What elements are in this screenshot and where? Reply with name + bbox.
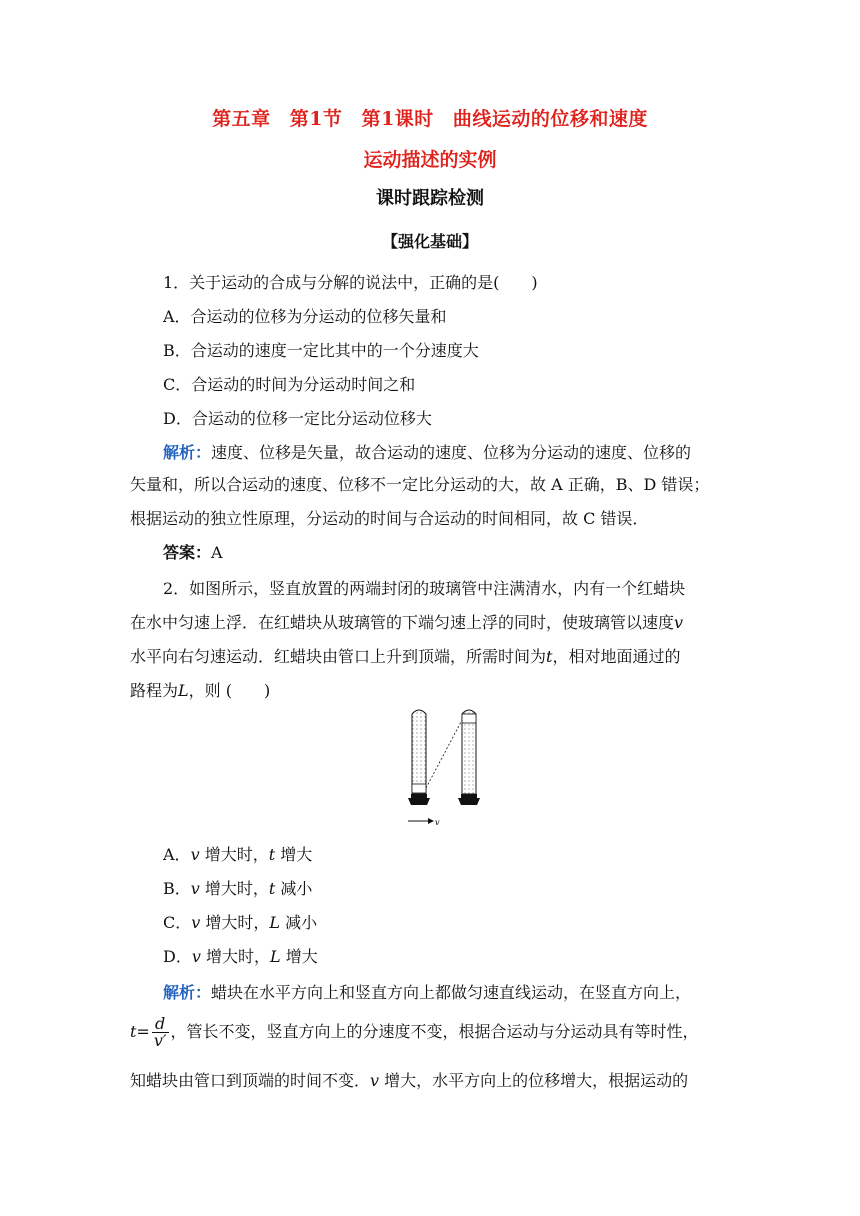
velocity-label: v — [435, 818, 440, 827]
q1-option-c: C．合运动的时间为分运动时间之和 — [163, 375, 416, 394]
q1-option-a: A．合运动的位移为分运动的位移矢量和 — [163, 307, 447, 326]
q2-analysis-line-2: t= $\frac{d}{v'}$ ，管长不变，竖直方向上的分速度不变，根据合运动与分运动具有等时性， — [130, 1014, 699, 1050]
glass-tube-figure — [400, 704, 490, 829]
q2-option-d: D．v 增大时，L 增大 — [163, 947, 318, 966]
q1-analysis-line-3: 根据运动的独立性原理，分运动的时间与合运动的时间相同，故 C 错误． — [130, 509, 649, 528]
subtitle: 运动描述的实例 — [363, 149, 497, 171]
right-tube — [458, 710, 480, 805]
formula-lhs: t= — [130, 1022, 150, 1041]
q2-analysis-line-3: 知蜡块由管口到顶端的时间不变．v 增大，水平方向上的位移增大，根据运动的 — [130, 1071, 689, 1090]
q1-option-d: D．合运动的位移一定比分运动位移大 — [163, 409, 432, 428]
q1-answer: 答案：A — [163, 543, 223, 562]
left-wax-block — [412, 784, 426, 793]
formula-fraction: $\frac{d}{v'}$ — [153, 1014, 167, 1050]
q2-stem-line-3: 水平向右匀速运动．红蜡块由管口上升到顶端，所需时间为t，相对地面通过的 — [130, 647, 681, 666]
doc-title: 课时跟踪检测 — [376, 188, 484, 209]
left-tube — [408, 710, 430, 805]
q2-analysis-line-1: 解析：蜡块在水平方向上和竖直方向上都做匀速直线运动，在竖直方向上， — [163, 983, 692, 1002]
q2-option-c: C．v 增大时，L 减小 — [163, 913, 318, 932]
q1-analysis-line-1: 解析：速度、位移是矢量，故合运动的速度、位移为分运动的速度、位移的 — [163, 443, 692, 462]
chapter-label: 第五章 — [212, 108, 271, 130]
q1-analysis-label: 解析： — [163, 443, 212, 462]
q2-stem-line-4: 路程为L，则 ( ) — [130, 681, 271, 700]
q1-stem: 1．关于运动的合成与分解的说法中，正确的是( ) — [163, 273, 538, 292]
q2-stem-line-1: 2．如图所示，竖直放置的两端封闭的玻璃管中注满清水，内有一个红蜡块 — [163, 579, 686, 598]
part-label: 【强化基础】 — [381, 232, 478, 251]
chapter-title — [0, 104, 860, 131]
trajectory-dashed-line — [426, 720, 462, 788]
q2-stem-line-2: 在水中匀速上浮．在红蜡块从玻璃管的下端匀速上浮的同时，使玻璃管以速度v — [130, 613, 684, 632]
section-label: 第1节 — [289, 108, 343, 130]
q2-option-b: B．v 增大时，t 减小 — [163, 879, 313, 898]
q2-analysis-label: 解析： — [163, 983, 212, 1002]
topic-label: 曲线运动的位移和速度 — [452, 108, 648, 130]
q1-option-b: B．合运动的速度一定比其中的一个分速度大 — [163, 341, 479, 360]
q2-option-a: A．v 增大时，t 增大 — [163, 845, 313, 864]
q1-analysis-line-2: 矢量和，所以合运动的速度、位移不一定比分运动的大，故 A 正确，B、D 错误； — [130, 475, 710, 494]
lesson-label: 第1课时 — [361, 108, 434, 130]
right-wax-block — [462, 714, 476, 723]
